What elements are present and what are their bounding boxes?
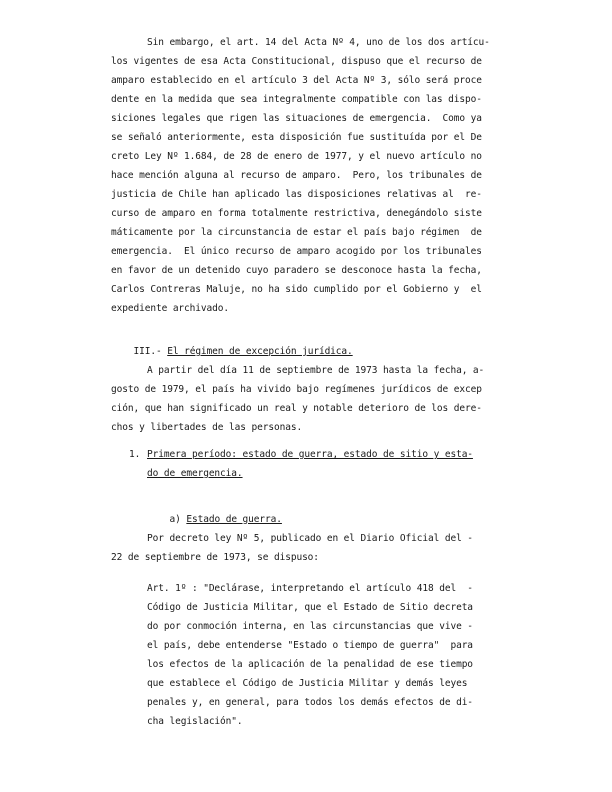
paragraph1-line: creto Ley Nº 1.684, de 28 de enero de 1977, y el nuevo artículo no — [111, 151, 482, 162]
paragraph1-line: curso de amparo en forma totalmente restrictiva, denegándolo siste — [111, 208, 482, 219]
quote-line: penales y, en general, para todos los demás efectos de di- — [147, 697, 473, 708]
paragraph1-line: dente en la medida que sea integralmente compatible con las dispo- — [111, 94, 482, 105]
paragraph1-line: siciones legales que rigen las situaciones de emergencia. Como ya — [111, 113, 482, 124]
subitem-title: Estado de guerra. — [186, 514, 282, 525]
paragraph1-line: justicia de Chile han aplicado las disposiciones relativas al re- — [111, 189, 482, 200]
quote-line: Art. 1º : "Declárase, interpretando el artículo 418 del - — [147, 583, 473, 594]
paragraph2-line: ción, que han significado un real y notable deterioro de los dere- — [111, 403, 482, 414]
paragraph1-line: Sin embargo, el art. 14 del Acta Nº 4, uno de los dos artícu- — [147, 37, 490, 48]
paragraph1-line: Carlos Contreras Maluje, no ha sido cumplido por el Gobierno y el — [111, 284, 482, 295]
quote-line: los efectos de la aplicación de la penalidad de ese tiempo — [147, 659, 473, 670]
paragraph2-line: gosto de 1979, el país ha vivido bajo regímenes jurídicos de excep — [111, 384, 482, 395]
paragraph3-line: 22 de septiembre de 1973, se dispuso: — [111, 552, 319, 563]
item-heading-line: do de emergencia. — [147, 468, 243, 479]
quote-line: que establece el Código de Justicia Militar y demás leyes — [147, 678, 468, 689]
paragraph2-line: chos y libertades de las personas. — [111, 422, 303, 433]
section-number: III.- — [133, 346, 162, 357]
paragraph3-line: Por decreto ley Nº 5, publicado en el Diario Oficial del - — [147, 533, 473, 544]
paragraph1-line: amparo establecido en el artículo 3 del Acta Nº 3, sólo será proce — [111, 75, 482, 86]
quote-line: cha legislación". — [147, 716, 243, 727]
paragraph1-line: se señaló anteriormente, esta disposición fue sustituída por el De — [111, 132, 482, 143]
paragraph1-line: expediente archivado. — [111, 303, 230, 314]
paragraph2-line: A partir del día 11 de septiembre de 1973 hasta la fecha, a- — [147, 365, 485, 376]
item-heading-line: Primera período: estado de guerra, estado de sitio y esta- — [147, 449, 473, 460]
paragraph1-line: hace mención alguna al recurso de amparo. Pero, los tribunales de — [111, 170, 482, 181]
quote-line: el país, debe entenderse "Estado o tiempo de guerra" para — [147, 640, 473, 651]
paragraph1-line: los vigentes de esa Acta Constitucional, dispuso que el recurso de — [111, 56, 482, 67]
quote-line: do por conmoción interna, en las circunstancias que vive - — [147, 621, 473, 632]
paragraph1-line: en favor de un detenido cuyo paradero se desconoce hasta la fecha, — [111, 265, 482, 276]
quote-line: Código de Justicia Militar, que el Estado de Sitio decreta — [147, 602, 473, 613]
item-number: 1. — [129, 449, 141, 460]
paragraph1-line: emergencia. El único recurso de amparo acogido por los tribunales — [111, 246, 482, 257]
paragraph1-line: máticamente por la circunstancia de estar el país bajo régimen de — [111, 227, 482, 238]
subitem-letter: a) — [169, 514, 181, 525]
section-title: El régimen de excepción jurídica. — [167, 346, 353, 357]
